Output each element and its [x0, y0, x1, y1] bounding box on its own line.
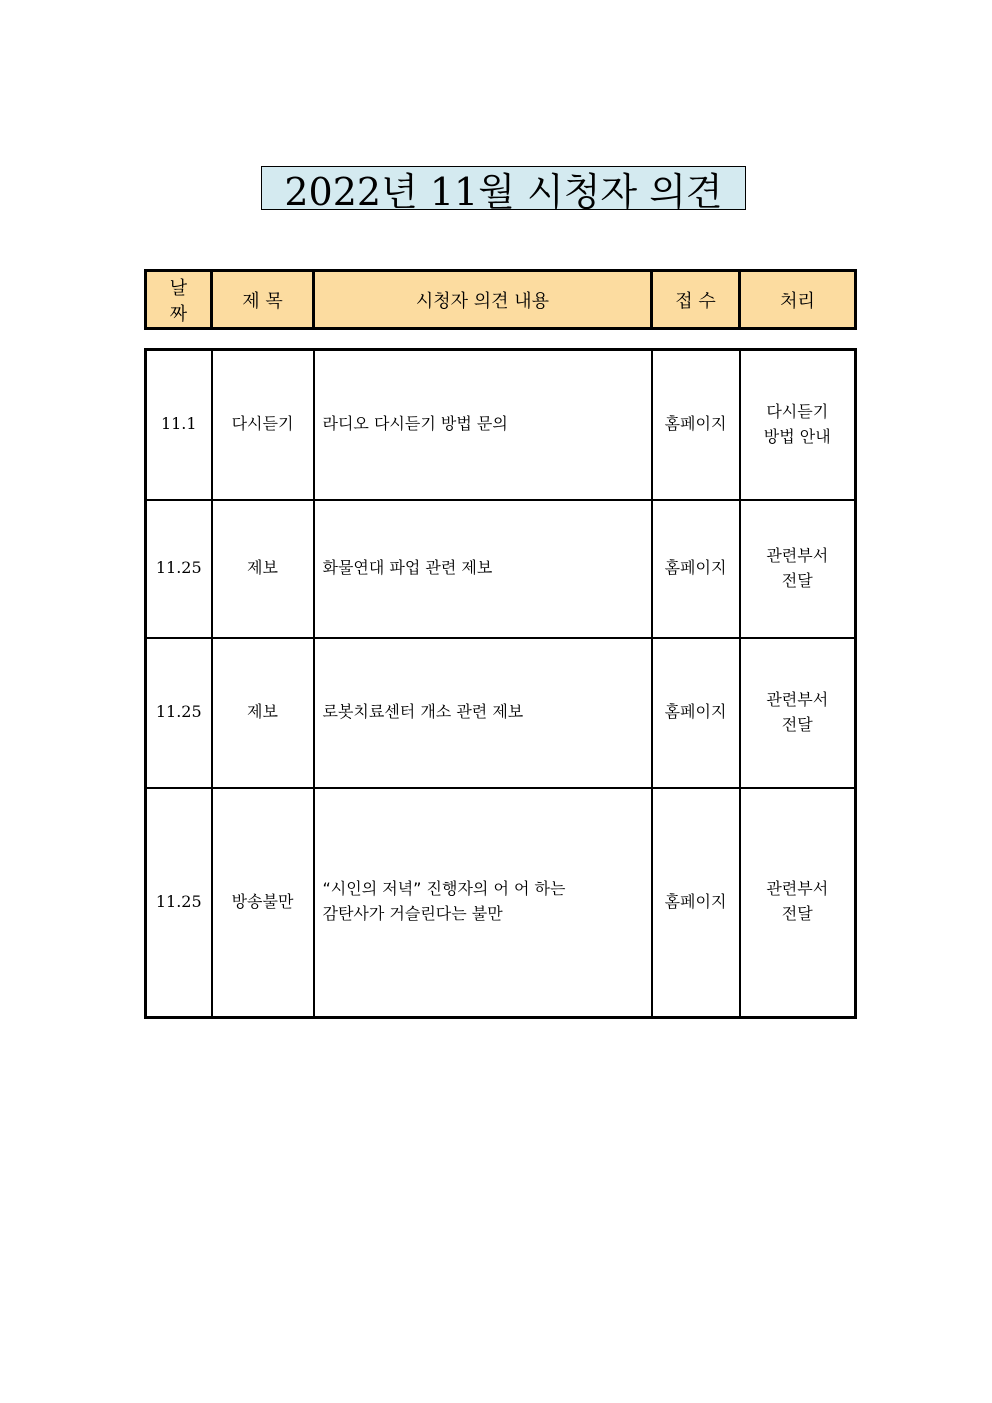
- row-action-line1: 관련부서: [766, 689, 829, 709]
- row-subject: 제보: [212, 500, 314, 638]
- row-content: [314, 500, 652, 638]
- row-subject: 방송불만: [212, 788, 314, 1018]
- row-date: 11.25: [146, 500, 212, 638]
- row-action: [740, 788, 856, 1018]
- header-date: [146, 271, 212, 329]
- row-action: [740, 638, 856, 788]
- row-action-line2: 전달: [781, 714, 813, 734]
- row-date: 11.1: [146, 350, 212, 500]
- row-content-line1: 로봇치료센터 개소 관련 제보: [322, 702, 524, 722]
- header-subject: 제 목: [212, 271, 314, 329]
- table-row: [146, 638, 856, 788]
- table-row: [146, 350, 856, 500]
- header-date-line1: 날: [169, 277, 188, 299]
- row-action: [740, 350, 856, 500]
- row-action-line2: 전달: [781, 570, 813, 590]
- header-content: 시청자 의견 내용: [314, 271, 652, 329]
- row-action-line2: 전달: [781, 904, 813, 924]
- opinion-table: [144, 348, 857, 1019]
- table-row: [146, 788, 856, 1018]
- row-subject: 제보: [212, 638, 314, 788]
- row-action-line1: 다시듣기: [766, 401, 829, 421]
- header-date-line2: 짜: [169, 303, 188, 325]
- row-content-line2: 감탄사가 거슬린다는 불만: [322, 904, 503, 924]
- row-channel: 홈페이지: [652, 788, 740, 1018]
- page-title: 2022년 11월 시청자 의견: [261, 166, 746, 210]
- row-action-line2: 방법 안내: [763, 426, 831, 446]
- row-action: [740, 500, 856, 638]
- row-date: 11.25: [146, 638, 212, 788]
- row-channel: 홈페이지: [652, 638, 740, 788]
- row-subject: 다시듣기: [212, 350, 314, 500]
- row-channel: 홈페이지: [652, 350, 740, 500]
- row-content: [314, 638, 652, 788]
- row-content-line1: “시인의 저녁” 진행자의 어 어 하는: [322, 879, 566, 899]
- row-date: 11.25: [146, 788, 212, 1018]
- header-action: 처리: [740, 271, 856, 329]
- row-action-line1: 관련부서: [766, 545, 829, 565]
- row-content: [314, 350, 652, 500]
- header-channel: 접 수: [652, 271, 740, 329]
- row-action-line1: 관련부서: [766, 879, 829, 899]
- table-row: [146, 500, 856, 638]
- row-content-line1: 화물연대 파업 관련 제보: [322, 558, 493, 578]
- table-header: [144, 269, 857, 330]
- header-row: [146, 271, 856, 329]
- row-content-line1: 라디오 다시듣기 방법 문의: [322, 414, 508, 434]
- row-content: [314, 788, 652, 1018]
- row-channel: 홈페이지: [652, 500, 740, 638]
